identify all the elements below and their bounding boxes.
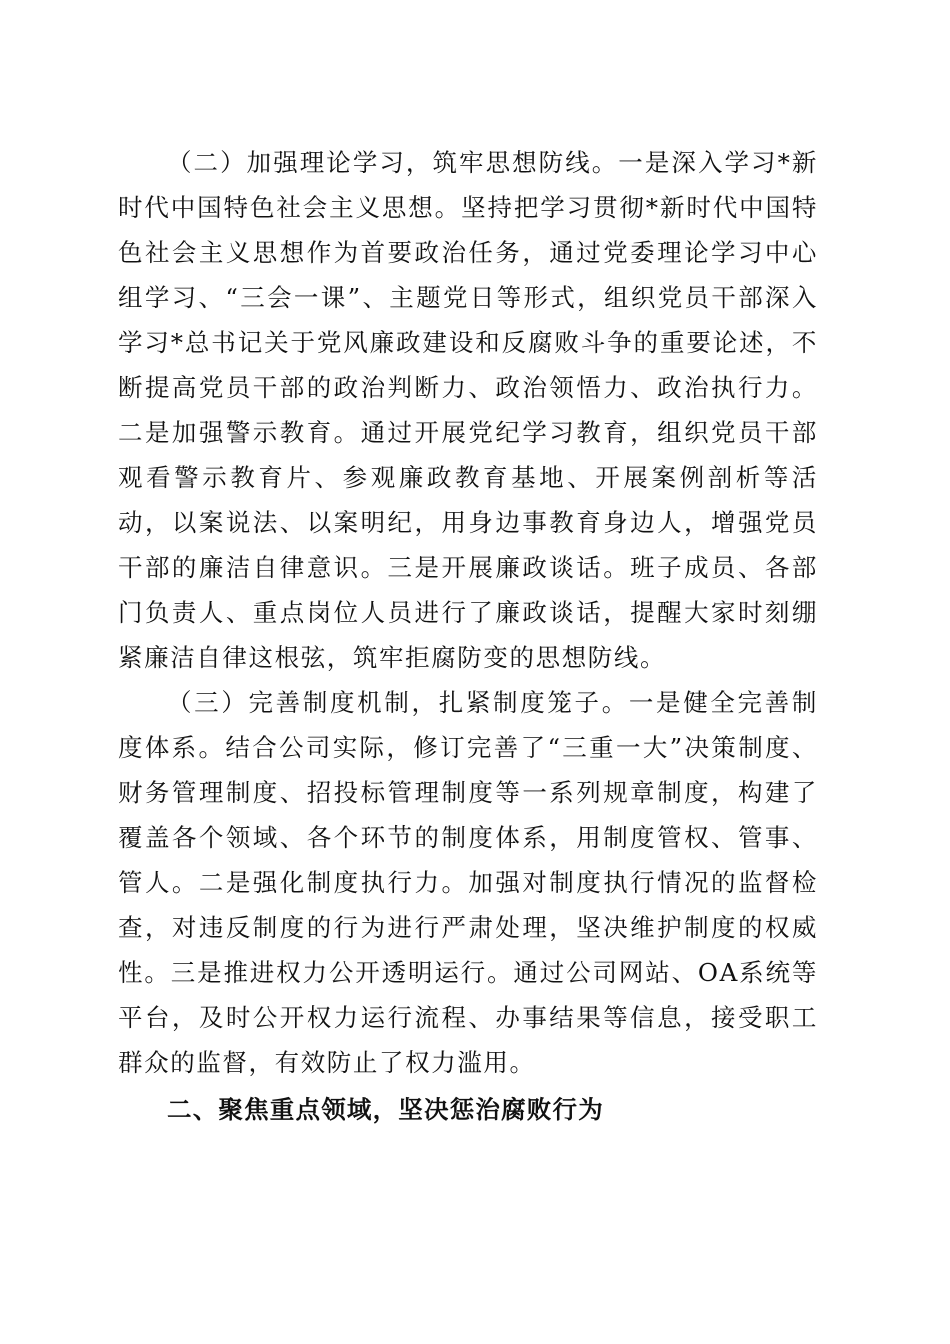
document-body	[118, 140, 818, 1132]
section-heading: 二、聚焦重点领域，坚决惩治腐败行为	[167, 1095, 604, 1124]
paragraph-institutional-mechanism: （三）完善制度机制，扎紧制度笼子。一是健全完善制度体系。结合公司实际，修订完善了“三重一大”决策制度、财务管理制度、招投标管理制度等一系列规章制度，构建了覆盖各个领域、各个环节的制度体系，用制度管权、管事、管人。二是强化制度执行力。加强对制度执行情况的监督检查，对违反制度的行为进行严肃处理，坚决维护制度的权威性。三是推进权力公开透明运行。通过公司网站、OA系统等平台，及时公开权力运行流程、办事结果等信息，接受职工群众的监督，有效防止了权力滥用。	[118, 688, 818, 1077]
paragraph-theory-study: （二）加强理论学习，筑牢思想防线。一是深入学习*新时代中国特色社会主义思想。坚持把学习贯彻*新时代中国特色社会主义思想作为首要政治任务，通过党委理论学习中心组学习、“三会一课”、主题党日等形式，组织党员干部深入学习*总书记关于党风廉政建设和反腐败斗争的重要论述，不断提高党员干部的政治判断力、政治领悟力、政治执行力。二是加强警示教育。通过开展党纪学习教育，组织党员干部观看警示教育片、参观廉政教育基地、开展案例剖析等活动，以案说法、以案明纪，用身边事教育身边人，增强党员干部的廉洁自律意识。三是开展廉政谈话。班子成员、各部门负责人、重点岗位人员进行了廉政谈话，提醒大家时刻绷紧廉洁自律这根弦，筑牢拒腐防变的思想防线。	[118, 148, 818, 672]
